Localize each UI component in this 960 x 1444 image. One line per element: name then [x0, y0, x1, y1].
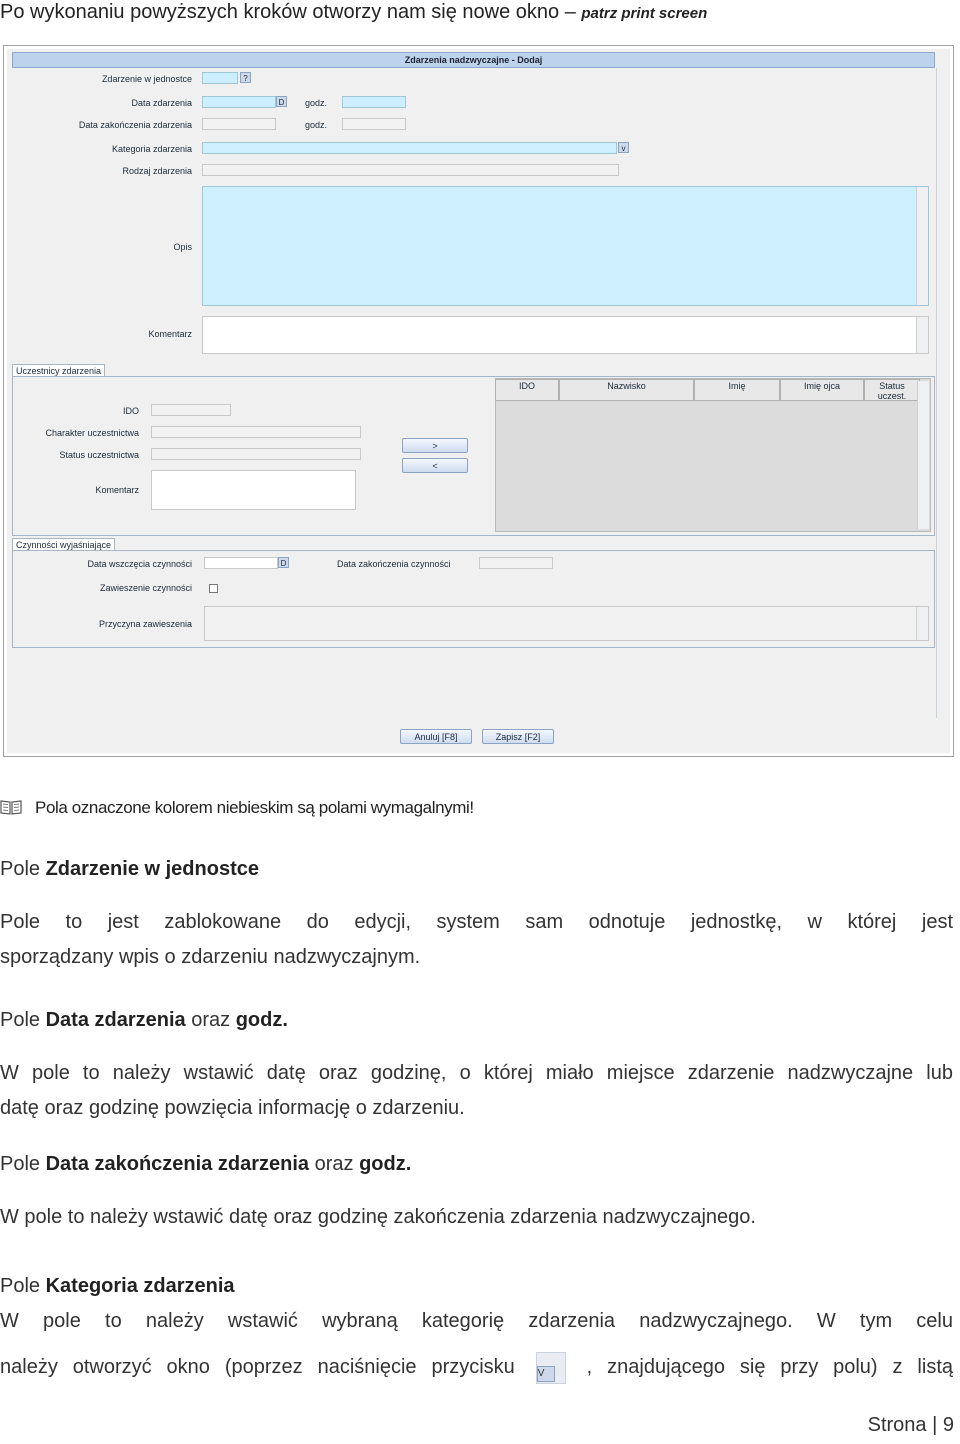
cancel-button[interactable]: Anuluj [F8] — [400, 729, 472, 744]
role-field[interactable] — [151, 426, 361, 438]
ido-field[interactable] — [151, 404, 231, 416]
paragraph-unit-line2: sporządzany wpis o zdarzeniu nadzwyczajnym. — [0, 946, 421, 968]
label-date: Data zdarzenia — [131, 98, 192, 108]
col-father-name[interactable]: Imię ojca — [780, 379, 864, 401]
window-scrollbar[interactable] — [936, 68, 948, 718]
suspend-checkbox[interactable] — [209, 584, 218, 593]
label-category: Kategoria zdarzenia — [111, 144, 192, 154]
action-end-field[interactable] — [479, 557, 553, 569]
intro-note: patrz print screen — [581, 5, 708, 22]
paragraph-end-date: W pole to należy wstawić datę oraz godzinę zakończenia zdarzenia nadzwyczajnego. — [0, 1206, 756, 1228]
description-scrollbar[interactable] — [916, 187, 928, 305]
end-date-field[interactable] — [202, 118, 276, 130]
category-field[interactable] — [202, 142, 617, 154]
date-field[interactable] — [202, 96, 276, 108]
paragraph-date-line2: datę oraz godzinę powzięcia informację o zdarzeniu. — [0, 1097, 465, 1119]
label-action-start: Data wszczęcia czynności — [87, 559, 192, 569]
add-participant-button[interactable]: > — [402, 438, 468, 453]
label-hour: godz. — [305, 98, 328, 108]
tab-actions[interactable]: Czynności wyjaśniające — [12, 538, 115, 551]
tab-participants[interactable]: Uczestnicy zdarzenia — [12, 364, 105, 377]
participant-comment-textarea[interactable] — [151, 470, 356, 510]
participants-grid-scrollbar[interactable] — [917, 381, 929, 529]
label-suspend-reason: Przyczyna zawieszenia — [98, 619, 192, 629]
unit-field[interactable] — [202, 72, 238, 84]
save-button[interactable]: Zapisz [F2] — [482, 729, 554, 744]
paragraph-unit-line1: Pole to jest zablokowane do edycji, system sam odnotuje jednostkę, w której jest — [0, 911, 953, 933]
label-end-date: Data zakończenia zdarzenia — [78, 120, 192, 130]
unit-lookup-button[interactable]: ? — [240, 72, 251, 83]
v-icon: V — [537, 1366, 555, 1382]
comment-textarea[interactable] — [202, 316, 929, 354]
paragraph-category-line2: należy otworzyć okno (poprzez naciśnięcie przycisku V , znajdującego się przy polu) z listą — [0, 1350, 953, 1384]
label-end-hour: godz. — [305, 120, 328, 130]
label-type: Rodzaj zdarzenia — [122, 166, 192, 176]
col-name[interactable]: Imię — [694, 379, 780, 401]
remove-participant-button[interactable]: < — [402, 458, 468, 473]
comment-scrollbar[interactable] — [916, 317, 928, 353]
label-status: Status uczestnictwa — [59, 450, 139, 460]
description-textarea[interactable] — [202, 186, 929, 306]
participants-grid[interactable] — [495, 378, 931, 532]
heading-end-date: Pole Data zakończenia zdarzenia oraz godz. — [0, 1153, 412, 1175]
event-dialog-screenshot — [3, 45, 954, 757]
paragraph-category-line1: W pole to należy wstawić wybraną kategorię zdarzenia nadzwyczajnego. W tym celu — [0, 1310, 953, 1332]
suspend-reason-textarea[interactable] — [204, 606, 929, 641]
participants-grid-header — [495, 379, 920, 401]
date-picker-button[interactable]: D — [276, 96, 287, 107]
end-hour-field[interactable] — [342, 118, 406, 130]
intro-line: Po wykonaniu powyższych kroków otworzy nam się nowe okno – patrz print screen — [0, 1, 708, 23]
label-unit: Zdarzenie w jednostce — [101, 74, 192, 84]
dropdown-button-image — [536, 1352, 566, 1384]
book-icon — [0, 799, 22, 815]
dialog-title: Zdarzenia nadzwyczajne - Dodaj — [12, 52, 935, 68]
suspend-reason-scrollbar[interactable] — [916, 607, 928, 640]
paragraph-date-line1: W pole to należy wstawić datę oraz godzinę, o której miało miejsce zdarzenie nadzwyczajne lub — [0, 1062, 953, 1084]
label-description: Opis — [173, 242, 192, 252]
category-dropdown-button[interactable]: v — [618, 142, 629, 153]
heading-unit: Pole Zdarzenie w jednostce — [0, 858, 259, 880]
heading-category: Pole Kategoria zdarzenia — [0, 1275, 235, 1297]
col-surname[interactable]: Nazwisko — [559, 379, 694, 401]
col-status[interactable]: Status uczest. — [864, 379, 920, 401]
page-footer: Strona | 9 — [867, 1414, 954, 1436]
page-number: 9 — [942, 1414, 954, 1436]
label-action-end: Data zakończenia czynności — [337, 559, 451, 569]
label-ido: IDO — [122, 406, 139, 416]
status-field[interactable] — [151, 448, 361, 460]
label-comment: Komentarz — [148, 329, 192, 339]
label-role: Charakter uczestnictwa — [45, 428, 139, 438]
hour-field[interactable] — [342, 96, 406, 108]
col-ido[interactable]: IDO — [495, 379, 559, 401]
label-suspend: Zawieszenie czynności — [99, 583, 192, 593]
heading-date: Pole Data zdarzenia oraz godz. — [0, 1009, 288, 1031]
type-field[interactable] — [202, 164, 619, 176]
action-start-picker-button[interactable]: D — [278, 557, 289, 568]
action-start-field[interactable] — [204, 557, 278, 569]
label-participant-comment: Komentarz — [95, 485, 139, 495]
required-fields-note: Pola oznaczone kolorem niebieskim są polami wymagalnymi! — [0, 798, 474, 818]
